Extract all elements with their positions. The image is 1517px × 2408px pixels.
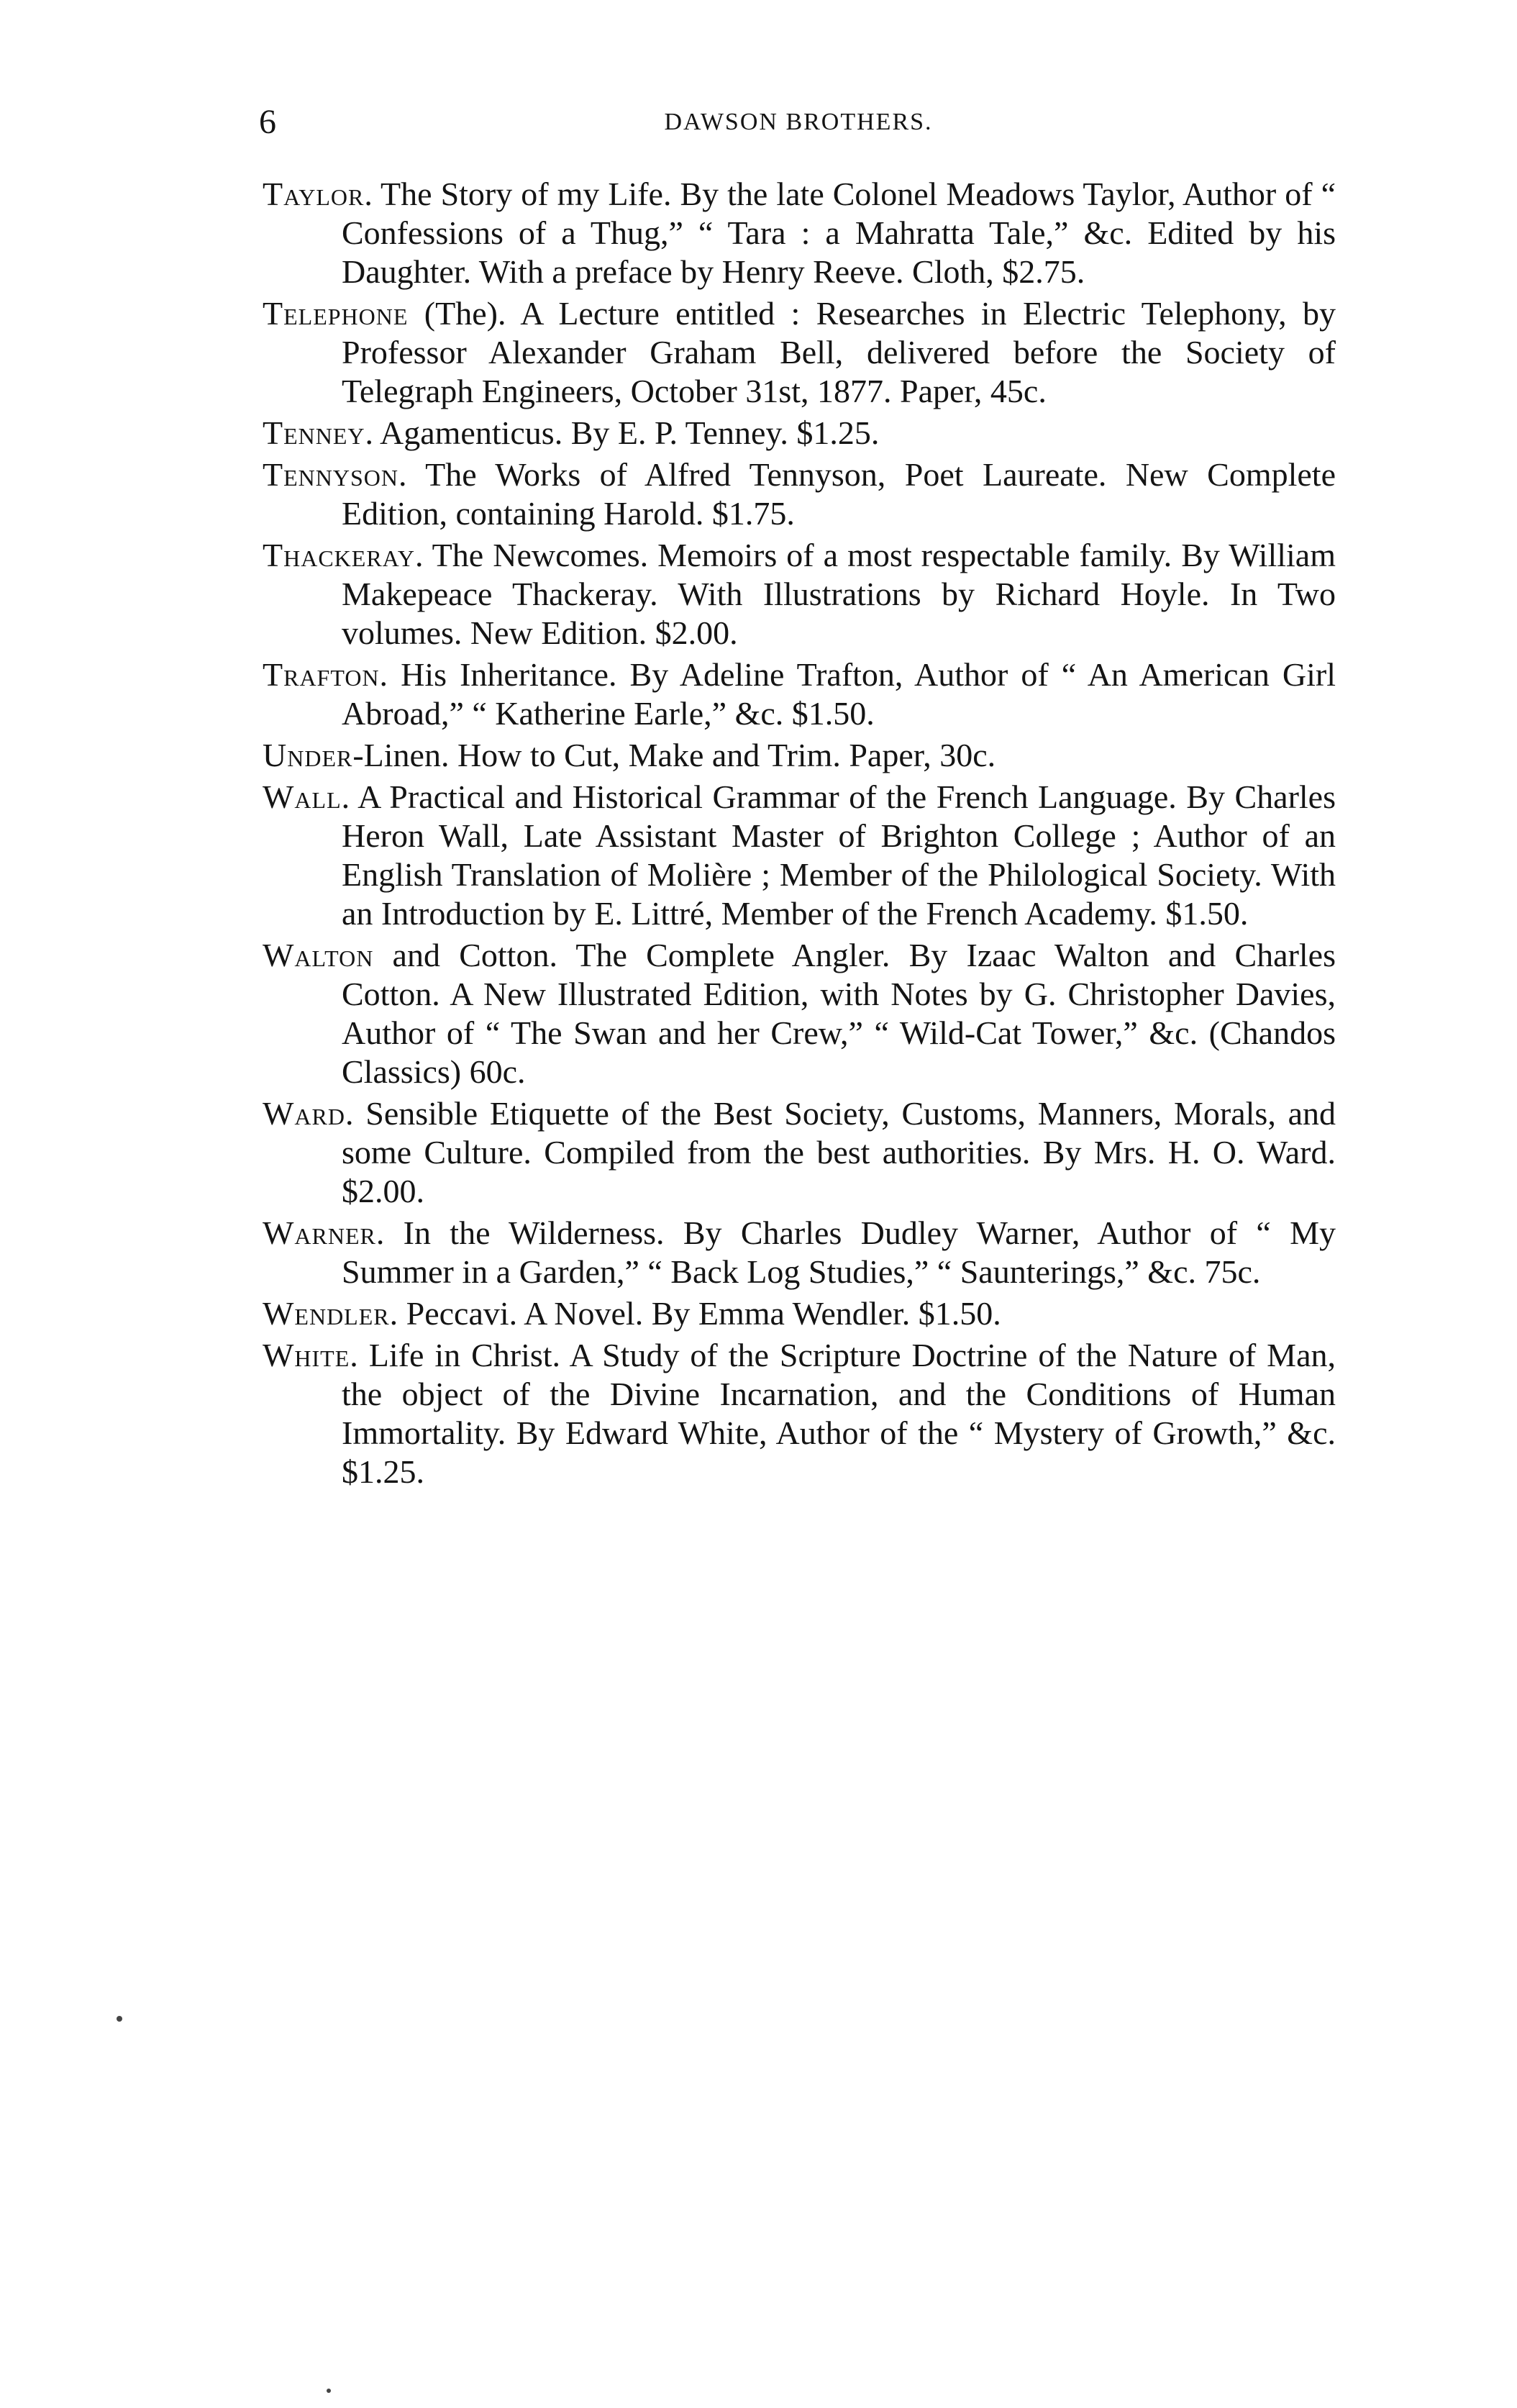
entry-text: . The Newcomes. Memoirs of a most respectable family. By William Makepeace Thackeray. With Illustrations by Richard Hoyle. In Two volumes. New Edition. $2.00. bbox=[342, 537, 1336, 651]
catalogue-entry bbox=[263, 1336, 1336, 1491]
entry-name: Tennyson bbox=[263, 456, 398, 493]
entry-text: and Cotton. The Complete Angler. By Izaac Walton and Charles Cotton. A New Illustrated Edition, with Notes by G. Christopher Davies, Author of “ The Swan and her Crew,” “ Wild-Cat Tower,” &c. (Chandos Classics) 60c. bbox=[342, 937, 1336, 1090]
entry-text: . Sensible Etiquette of the Best Society, Customs, Manners, Morals, and some Culture. Compiled from the best authorities. By Mrs. H. O. Ward. $2.00. bbox=[342, 1095, 1336, 1209]
entry-name: Taylor bbox=[263, 176, 365, 212]
entry-text: . The Works of Alfred Tennyson, Poet Laureate. New Complete Edition, containing Harold. $1.75. bbox=[342, 456, 1336, 532]
entry-text: (The). A Lecture entitled : Researches in Electric Telephony, by Professor Alexander Graham Bell, delivered before the Society of Telegraph Engineers, October 31st, 1877. Paper, 45c. bbox=[342, 295, 1336, 409]
entry-name: White bbox=[263, 1337, 350, 1373]
entry-text: . Agamenticus. By E. P. Tenney. $1.25. bbox=[365, 414, 880, 451]
entry-text: . The Story of my Life. By the late Colonel Meadows Taylor, Author of “ Confessions of a Thug,” “ Tara : a Mahratta Tale,” &c. Edited by his Daughter. With a preface by Henry Reeve. Cloth, $2.75. bbox=[342, 176, 1336, 290]
entry-name: Wendler bbox=[263, 1295, 390, 1332]
entry-text: . In the Wilderness. By Charles Dudley Warner, Author of “ My Summer in a Garden,” “ Back Log Studies,” “ Saunterings,” &c. 75c. bbox=[342, 1214, 1336, 1290]
entry-name: Walton bbox=[263, 937, 374, 973]
catalogue-entry bbox=[263, 736, 1336, 775]
entry-name: Ward bbox=[263, 1095, 345, 1132]
entry-text: . His Inheritance. By Adeline Trafton, Author of “ An American Girl Abroad,” “ Katherine Earle,” &c. $1.50. bbox=[342, 656, 1336, 732]
catalogue-entry bbox=[263, 655, 1336, 733]
page-header bbox=[259, 101, 1338, 144]
catalogue-entry bbox=[263, 175, 1336, 291]
catalogue-entry bbox=[263, 414, 1336, 453]
ink-speck bbox=[327, 2389, 331, 2393]
entry-text: -Linen. How to Cut, Make and Trim. Paper, 30c. bbox=[352, 737, 996, 773]
page-number: 6 bbox=[259, 103, 276, 141]
catalogue-entry bbox=[263, 536, 1336, 653]
running-head: DAWSON BROTHERS. bbox=[664, 109, 933, 135]
entry-name: Tenney bbox=[263, 414, 365, 451]
entry-name: Telephone bbox=[263, 295, 409, 332]
catalogue-entry bbox=[263, 294, 1336, 411]
catalogue-entry bbox=[263, 778, 1336, 933]
entry-text: . A Practical and Historical Grammar of the French Language. By Charles Heron Wall, Late Assistant Master of Brighton College ; Author of an English Translation of Molière ; Member of the Philological Society. With an Introduction by E. Littré, Member of the French Academy. $1.50. bbox=[341, 778, 1336, 932]
entry-name: Warner bbox=[263, 1214, 376, 1251]
catalogue-entries bbox=[263, 175, 1336, 1494]
catalogue-entry bbox=[263, 1214, 1336, 1291]
ink-speck bbox=[117, 2016, 122, 2022]
entry-name: Trafton bbox=[263, 656, 380, 693]
entry-name: Under bbox=[263, 737, 353, 773]
entry-text: . Peccavi. A Novel. By Emma Wendler. $1.50. bbox=[389, 1295, 1001, 1332]
catalogue-entry bbox=[263, 455, 1336, 533]
entry-text: . Life in Christ. A Study of the Scripture Doctrine of the Nature of Man, the object of the Divine Incarnation, and the Conditions of Human Immortality. By Edward White, Author of the “ Mystery of Growth,” &c. $1.25. bbox=[342, 1337, 1336, 1490]
entry-name: Thackeray bbox=[263, 537, 415, 573]
catalogue-entry bbox=[263, 1294, 1336, 1333]
entry-name: Wall bbox=[263, 778, 342, 815]
catalogue-entry bbox=[263, 1094, 1336, 1211]
catalogue-entry bbox=[263, 936, 1336, 1091]
